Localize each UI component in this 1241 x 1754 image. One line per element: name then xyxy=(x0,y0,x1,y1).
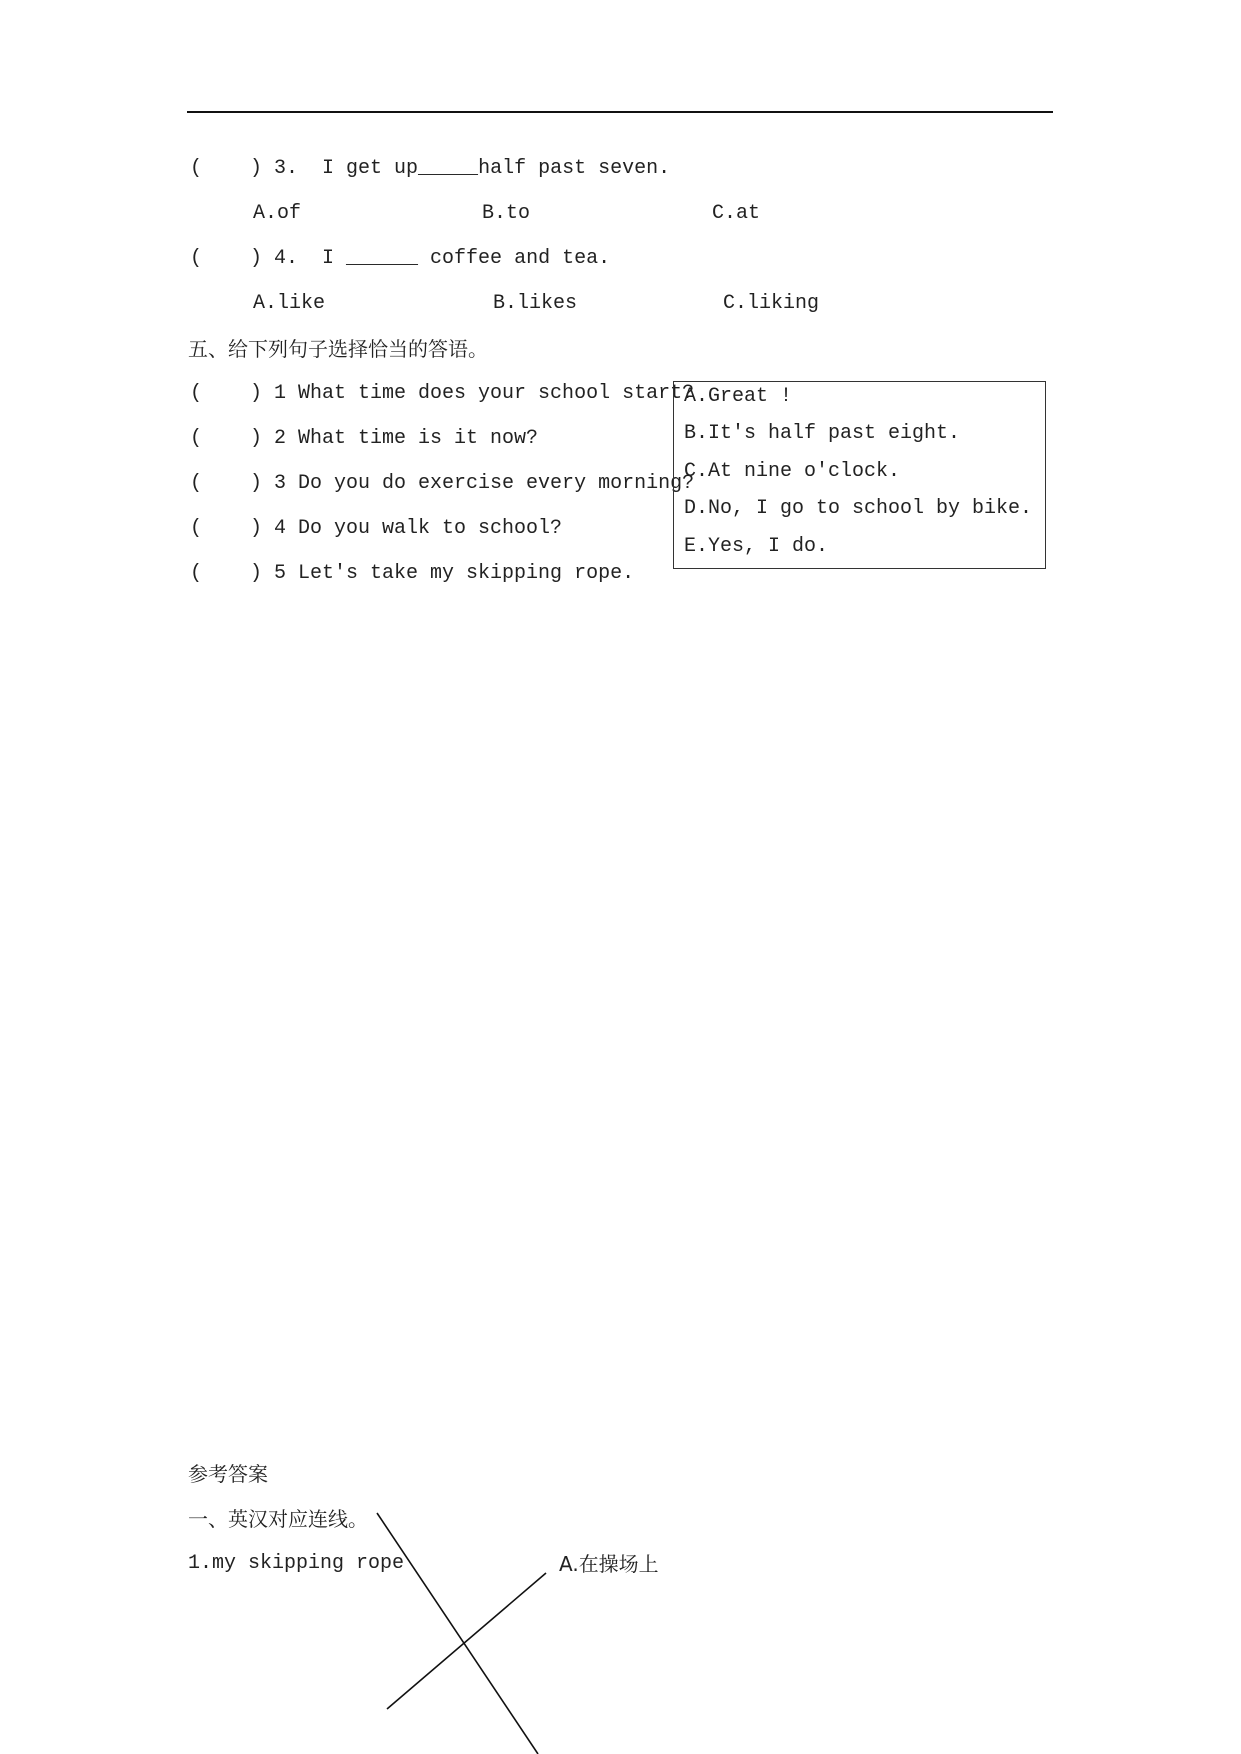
question-3-stem: ( ) 3. I get up xyxy=(190,157,419,180)
question-4-tail: coffee and tea. xyxy=(418,247,611,270)
match-line xyxy=(377,1513,538,1754)
match-question: ( ) 2 What time is it now? xyxy=(190,427,539,450)
option-c: C.liking xyxy=(723,292,820,315)
option-b: B.to xyxy=(482,202,531,225)
answer-option: E.Yes, I do. xyxy=(684,535,829,558)
question-4-stem: ( ) 4. I xyxy=(190,247,347,270)
option-a: A.like xyxy=(253,292,326,315)
match-question: ( ) 4 Do you walk to school? xyxy=(190,517,563,540)
match-line xyxy=(387,1573,546,1709)
match-question: ( ) 5 Let's take my skipping rope. xyxy=(190,562,635,585)
question-3-tail: half past seven. xyxy=(478,157,671,180)
option-b: B.likes xyxy=(493,292,578,315)
answer-blank: ______ xyxy=(346,247,419,270)
option-a: A.of xyxy=(253,202,302,225)
answer-option: A.Great ! xyxy=(684,385,793,408)
match-question: ( ) 3 Do you do exercise every morning? xyxy=(190,472,695,495)
answer-option: D.No, I go to school by bike. xyxy=(684,497,1033,520)
answer-key-title: 参考答案 xyxy=(188,1462,268,1486)
option-c: C.at xyxy=(712,202,761,225)
answer-option: C.At nine o'clock. xyxy=(684,460,901,483)
match-item-chinese: A.在操场上 xyxy=(559,1552,659,1576)
match-question: ( ) 1 What time does your school start? xyxy=(190,382,695,405)
match-item-english: 1.my skipping rope xyxy=(188,1552,405,1575)
section-5-heading: 五、给下列句子选择恰当的答语。 xyxy=(188,337,488,361)
answer-blank: _____ xyxy=(418,157,479,180)
answer-key-section-1-heading: 一、英汉对应连线。 xyxy=(188,1507,368,1531)
answer-option: B.It's half past eight. xyxy=(684,422,961,445)
